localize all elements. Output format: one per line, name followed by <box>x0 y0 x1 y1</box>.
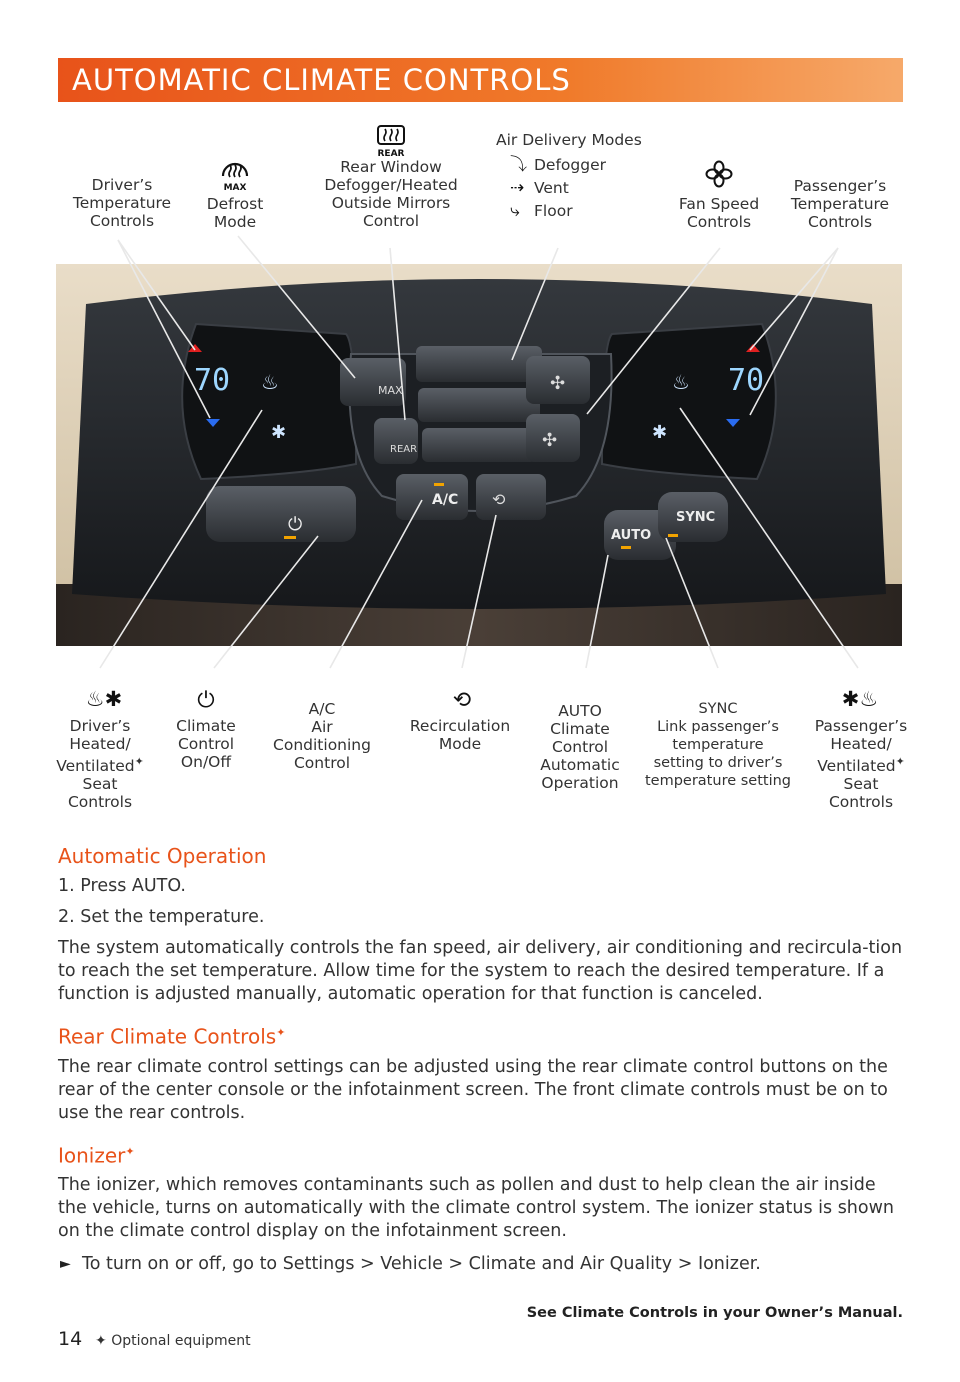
optional-mark-icon: ✦ <box>95 1333 107 1349</box>
auto-op-heading: Automatic Operation <box>58 844 267 868</box>
section-banner <box>58 58 903 102</box>
driver-seat-label: Driver’s Heated/ Ventilated✦ Seat Controls <box>56 717 144 812</box>
vent-mode-icon: ⇢ <box>510 178 525 198</box>
seat-heat-icon: ♨ <box>85 687 105 711</box>
passenger-seat-icons <box>836 688 884 710</box>
mode-vent: ⇢ Vent <box>510 178 569 198</box>
panel-recirc-icon: ⟲ <box>492 490 506 509</box>
panel-max-text: MAX <box>378 384 403 397</box>
ionizer-body: The ionizer, which removes contaminants such as pollen and dust to help clean the air inside the vehicle, turns on automatically with the climate control system. The ionizer status is shown on the climate control display on the infotainment screen. <box>58 1175 895 1242</box>
driver-seat-icons <box>80 688 128 710</box>
page-number: 14 <box>58 1328 83 1350</box>
driver-temp-display: 70 <box>194 363 231 398</box>
ac-label: A/C Air Conditioning Control <box>273 700 371 772</box>
defogger-mode-icon: ⤵ <box>510 155 527 175</box>
auto-op-body: The system automatically controls the fan speed, air delivery, air conditioning and recircula-tion to reach the set temperature. Allow time for the system to reach the desired temperature. If a function is adjusted manually, automatic operation for that function is canceled. <box>58 938 903 1004</box>
bullet-arrow-icon: ► <box>60 1256 71 1273</box>
auto-op-step-1: 1. Press AUTO. <box>58 876 186 896</box>
auto-op-step-2: 2. Set the temperature. <box>58 907 265 927</box>
auto-label: AUTO Climate Control Automatic Operation <box>540 702 620 792</box>
climate-onoff-label: Climate Control On/Off <box>176 717 236 771</box>
seat-vent-icon: ✱ <box>841 687 860 711</box>
max-defrost-icon <box>219 158 251 192</box>
sync-label: SYNC Link passenger’s temperature setting to driver’s temperature setting <box>644 701 792 789</box>
mode-defogger: ⤵ Defogger <box>510 155 606 175</box>
floor-mode-icon: ⤷ <box>510 201 520 221</box>
optional-equipment-note: ✦ Optional equipment <box>95 1333 251 1349</box>
passenger-vent-seat-icon: ✱ <box>652 422 668 443</box>
passenger-seat-label: Passenger’s Heated/ Ventilated✦ Seat Controls <box>814 717 908 812</box>
ac-button-text: A/C <box>432 492 459 508</box>
air-delivery-modes <box>496 128 676 223</box>
rear-window-label: Rear Window Defogger/Heated Outside Mirrors Control <box>324 158 458 230</box>
section-title: AUTOMATIC CLIMATE CONTROLS <box>72 63 571 97</box>
mode-floor: ⤷ Floor <box>510 201 573 221</box>
power-icon-label: ⏻ <box>197 688 215 713</box>
fan-speed-label: Fan Speed Controls <box>678 195 760 231</box>
rear-climate-heading: Rear Climate Controls✦ <box>58 1024 286 1049</box>
seat-vent-icon: ✱ <box>104 687 123 711</box>
sync-button-text: SYNC <box>676 510 716 525</box>
rear-climate-body: The rear climate control settings can be adjusted using the rear climate control buttons on the rear of the center console or the infotainment screen. The front climate controls must be on to use the rear controls. <box>58 1056 888 1123</box>
panel-rear-text: REAR <box>390 444 418 455</box>
body-text <box>58 843 903 1284</box>
power-icon: ⏻ <box>288 514 303 535</box>
panel-fan-down-icon: ✣ <box>542 430 558 451</box>
auto-button-text: AUTO <box>611 528 652 543</box>
rear-badge: REAR <box>377 149 405 158</box>
climate-control-panel-photo <box>56 264 902 646</box>
panel-fan-up-icon: ✣ <box>550 373 566 394</box>
rear-defrost-icon <box>374 124 408 158</box>
driver-temp-label: Driver’s Temperature Controls <box>72 176 172 230</box>
recirculation-icon: ⟲ <box>452 688 472 713</box>
passenger-heated-seat-icon: ♨ <box>672 370 690 394</box>
air-delivery-title: Air Delivery Modes <box>496 131 642 149</box>
fan-icon <box>705 160 733 188</box>
recirculation-label: Recirculation Mode <box>409 717 511 753</box>
ionizer-bullet: ► To turn on or off, go to Settings > Vehicle > Climate and Air Quality > Ionizer. <box>60 1254 761 1275</box>
passenger-temp-display: 70 <box>728 363 765 398</box>
max-badge: MAX <box>223 183 247 192</box>
defrost-mode-label: Defrost Mode <box>206 195 264 231</box>
ionizer-heading: Ionizer✦ <box>58 1143 135 1168</box>
see-owners-manual: See Climate Controls in your Owner’s Manual. <box>526 1305 903 1321</box>
driver-heated-seat-icon: ♨ <box>261 370 279 394</box>
passenger-temp-label: Passenger’s Temperature Controls <box>790 177 890 231</box>
seat-heat-icon: ♨ <box>859 687 879 711</box>
driver-vent-seat-icon: ✱ <box>271 422 287 443</box>
